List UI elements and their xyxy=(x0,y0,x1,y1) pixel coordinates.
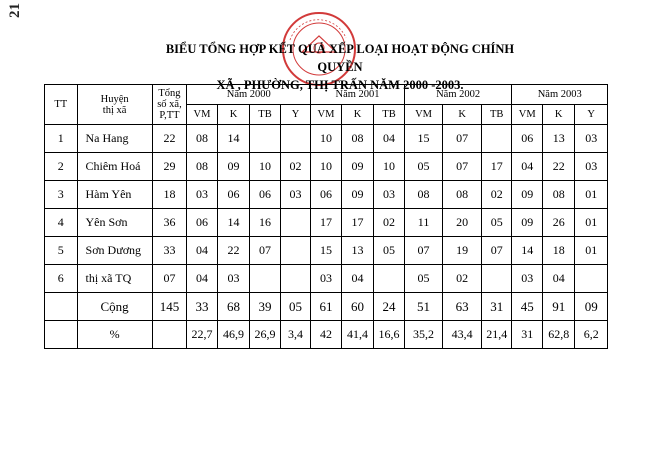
cell-2003: 04 xyxy=(542,265,575,293)
cell-2002: 05 xyxy=(481,209,511,237)
district-name: Hàm Yên xyxy=(77,181,152,209)
cell-2003: 03 xyxy=(512,265,542,293)
summary-2001: 41,4 xyxy=(341,321,374,349)
cell-2002: 07 xyxy=(404,237,443,265)
cell-2002: 15 xyxy=(404,125,443,153)
cell-2001: 13 xyxy=(341,237,374,265)
cell-2000: 09 xyxy=(217,153,250,181)
cell-2000 xyxy=(280,237,311,265)
cell-2001: 10 xyxy=(311,153,341,181)
sub-2002-vm: VM xyxy=(404,105,443,125)
summary-tt xyxy=(45,293,78,321)
cell-2000: 03 xyxy=(217,265,250,293)
summary-total xyxy=(152,321,187,349)
sub-2001-tb: TB xyxy=(374,105,404,125)
cell-2002 xyxy=(481,125,511,153)
cell-2001: 04 xyxy=(374,125,404,153)
cell-2002: 07 xyxy=(481,237,511,265)
cell-2003: 14 xyxy=(512,237,542,265)
cell-2003: 01 xyxy=(575,237,608,265)
total-units: 36 xyxy=(152,209,187,237)
cell-2003: 06 xyxy=(512,125,542,153)
cell-2001: 03 xyxy=(374,181,404,209)
table-row xyxy=(45,125,608,153)
district-name: thị xã TQ xyxy=(77,265,152,293)
cell-2002: 08 xyxy=(404,181,443,209)
cell-2003: 26 xyxy=(542,209,575,237)
header-total xyxy=(152,85,187,125)
cell-2003: 04 xyxy=(512,153,542,181)
summary-2003: 62,8 xyxy=(542,321,575,349)
cell-2003 xyxy=(575,265,608,293)
page-number-mark: 21 xyxy=(7,3,23,18)
cell-2003: 09 xyxy=(512,209,542,237)
row-number: 5 xyxy=(45,237,78,265)
cell-2000: 06 xyxy=(250,181,280,209)
cell-2001: 09 xyxy=(341,153,374,181)
sub-2001-k: K xyxy=(341,105,374,125)
cell-2000 xyxy=(250,265,280,293)
header-year-2000: Năm 2000 xyxy=(187,85,311,105)
summary-2001: 61 xyxy=(311,293,341,321)
row-number: 2 xyxy=(45,153,78,181)
summary-2003: 91 xyxy=(542,293,575,321)
district-name: Sơn Dương xyxy=(77,237,152,265)
cell-2002: 02 xyxy=(443,265,482,293)
summary-2003: 09 xyxy=(575,293,608,321)
sub-2000-y: Y xyxy=(280,105,311,125)
total-units: 29 xyxy=(152,153,187,181)
cell-2003: 09 xyxy=(512,181,542,209)
cell-2000: 14 xyxy=(217,125,250,153)
district-name: Yên Sơn xyxy=(77,209,152,237)
cell-2003: 03 xyxy=(575,125,608,153)
summary-label: Cộng xyxy=(77,293,152,321)
cell-2000 xyxy=(280,265,311,293)
summary-2000: 05 xyxy=(280,293,311,321)
header-year-2003: Năm 2003 xyxy=(512,85,608,105)
district-name: Chiêm Hoá xyxy=(77,153,152,181)
summary-2003: 6,2 xyxy=(575,321,608,349)
sub-2003-k: K xyxy=(542,105,575,125)
summary-2000: 39 xyxy=(250,293,280,321)
table-row xyxy=(45,265,608,293)
cell-2002: 07 xyxy=(443,125,482,153)
title-line-2: XÃ , PHƯỜNG, THỊ TRẤN NĂM 2000 -2003. xyxy=(216,78,464,92)
cell-2000 xyxy=(250,125,280,153)
cell-2002: 08 xyxy=(443,181,482,209)
header-total-line3: P,TT xyxy=(159,110,180,121)
cell-2001: 15 xyxy=(311,237,341,265)
header-year-2001: Năm 2001 xyxy=(311,85,404,105)
sub-2002-k: K xyxy=(443,105,482,125)
cell-2001: 17 xyxy=(311,209,341,237)
cell-2000: 07 xyxy=(250,237,280,265)
cell-2002: 02 xyxy=(481,181,511,209)
sub-2003-y: Y xyxy=(575,105,608,125)
title-line-1: BIỂU TỔNG HỢP KẾT QUẢ XẾP LOẠI HOẠT ĐỘNG CHÍNH QUYỀN xyxy=(165,42,515,74)
cell-2003: 08 xyxy=(542,181,575,209)
header-total-line2: số xã, xyxy=(157,99,182,110)
summary-tt xyxy=(45,321,78,349)
district-name: Na Hang xyxy=(77,125,152,153)
total-units: 22 xyxy=(152,125,187,153)
total-row xyxy=(45,293,608,321)
summary-2000: 3,4 xyxy=(280,321,311,349)
cell-2000: 04 xyxy=(187,265,217,293)
cell-2003: 01 xyxy=(575,181,608,209)
header-district-line1: Huyện xyxy=(100,93,129,105)
summary-2000: 46,9 xyxy=(217,321,250,349)
sub-2000-tb: TB xyxy=(250,105,280,125)
cell-2000: 08 xyxy=(187,153,217,181)
table-row xyxy=(45,237,608,265)
summary-2000: 22,7 xyxy=(187,321,217,349)
summary-label: % xyxy=(77,321,152,349)
cell-2003: 18 xyxy=(542,237,575,265)
cell-2001: 02 xyxy=(374,209,404,237)
header-tt: TT xyxy=(45,85,78,125)
summary-2002: 31 xyxy=(481,293,511,321)
cell-2002: 07 xyxy=(443,153,482,181)
header-year-2002: Năm 2002 xyxy=(404,85,512,105)
table-row xyxy=(45,181,608,209)
cell-2001: 08 xyxy=(341,125,374,153)
results-table xyxy=(44,84,608,349)
cell-2001: 10 xyxy=(311,125,341,153)
summary-2002: 43,4 xyxy=(443,321,482,349)
row-number: 1 xyxy=(45,125,78,153)
header-district-line2: thị xã xyxy=(102,104,127,116)
cell-2000: 06 xyxy=(187,209,217,237)
sub-2003-vm: VM xyxy=(512,105,542,125)
row-number: 3 xyxy=(45,181,78,209)
sub-2001-vm: VM xyxy=(311,105,341,125)
summary-2001: 60 xyxy=(341,293,374,321)
cell-2000: 08 xyxy=(187,125,217,153)
cell-2000 xyxy=(280,125,311,153)
cell-2001: 09 xyxy=(341,181,374,209)
cell-2000: 14 xyxy=(217,209,250,237)
cell-2000: 03 xyxy=(187,181,217,209)
cell-2002: 05 xyxy=(404,265,443,293)
summary-2001: 42 xyxy=(311,321,341,349)
row-number: 4 xyxy=(45,209,78,237)
cell-2002: 20 xyxy=(443,209,482,237)
cell-2002 xyxy=(481,265,511,293)
cell-2000: 02 xyxy=(280,153,311,181)
header-district xyxy=(77,85,152,125)
cell-2001: 05 xyxy=(374,237,404,265)
summary-2002: 21,4 xyxy=(481,321,511,349)
summary-2002: 51 xyxy=(404,293,443,321)
row-number: 6 xyxy=(45,265,78,293)
table-row xyxy=(45,209,608,237)
cell-2002: 05 xyxy=(404,153,443,181)
cell-2001: 17 xyxy=(341,209,374,237)
table-body xyxy=(45,125,608,293)
summary-2000: 26,9 xyxy=(250,321,280,349)
cell-2000: 03 xyxy=(280,181,311,209)
total-units: 07 xyxy=(152,265,187,293)
summary-2002: 63 xyxy=(443,293,482,321)
cell-2001: 06 xyxy=(311,181,341,209)
total-units: 18 xyxy=(152,181,187,209)
table-row xyxy=(45,153,608,181)
cell-2003: 22 xyxy=(542,153,575,181)
summary-2001: 16,6 xyxy=(374,321,404,349)
summary-2003: 31 xyxy=(512,321,542,349)
cell-2001: 03 xyxy=(311,265,341,293)
summary-2003: 45 xyxy=(512,293,542,321)
cell-2000 xyxy=(280,209,311,237)
cell-2003: 01 xyxy=(575,209,608,237)
summary-total: 145 xyxy=(152,293,187,321)
cell-2001 xyxy=(374,265,404,293)
cell-2001: 04 xyxy=(341,265,374,293)
cell-2003: 13 xyxy=(542,125,575,153)
cell-2002: 17 xyxy=(481,153,511,181)
percent-row xyxy=(45,321,608,349)
cell-2002: 19 xyxy=(443,237,482,265)
cell-2003: 03 xyxy=(575,153,608,181)
total-units: 33 xyxy=(152,237,187,265)
header-total-line1: Tổng xyxy=(158,88,181,99)
summary-2000: 68 xyxy=(217,293,250,321)
cell-2000: 04 xyxy=(187,237,217,265)
summary-2000: 33 xyxy=(187,293,217,321)
cell-2000: 10 xyxy=(250,153,280,181)
cell-2002: 11 xyxy=(404,209,443,237)
summary-2001: 24 xyxy=(374,293,404,321)
cell-2000: 06 xyxy=(217,181,250,209)
cell-2000: 16 xyxy=(250,209,280,237)
summary-2002: 35,2 xyxy=(404,321,443,349)
cell-2000: 22 xyxy=(217,237,250,265)
sub-2000-vm: VM xyxy=(187,105,217,125)
sub-2002-tb: TB xyxy=(481,105,511,125)
cell-2001: 10 xyxy=(374,153,404,181)
sub-2000-k: K xyxy=(217,105,250,125)
